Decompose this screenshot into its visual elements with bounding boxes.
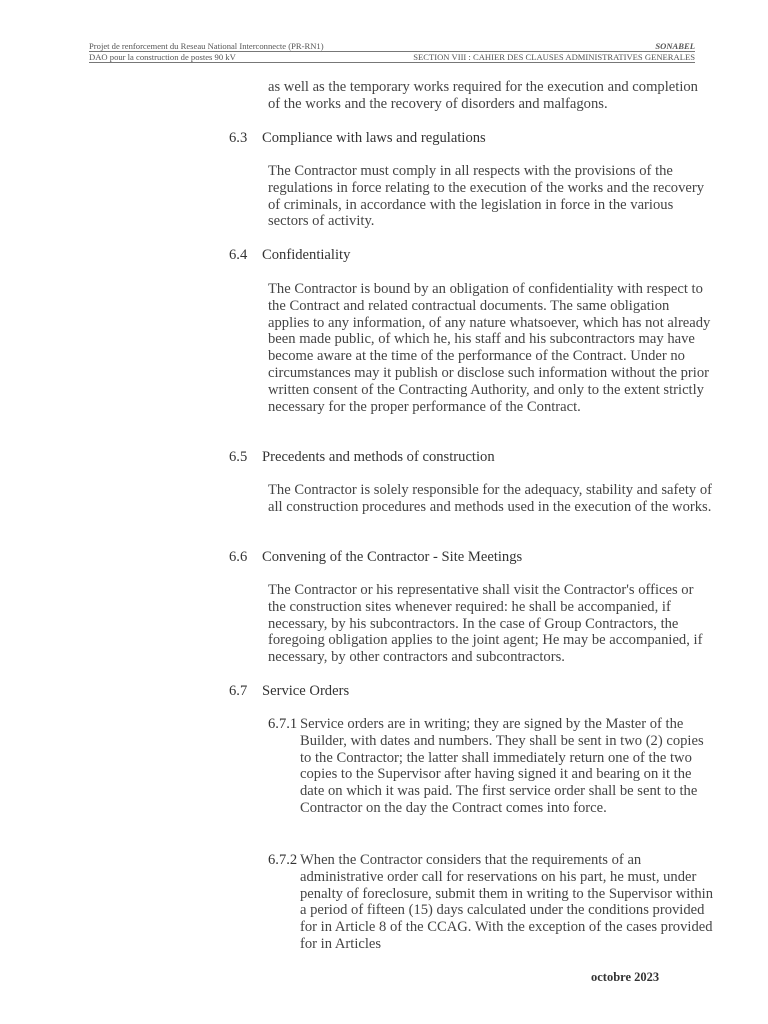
section-title: Compliance with laws and regulations xyxy=(262,130,486,146)
footer-date: octobre 2023 xyxy=(591,970,660,984)
section-number: 6.5 xyxy=(229,449,248,465)
section-title: SECTION VIII : CAHIER DES CLAUSES ADMINISTRATIVES GENERALES xyxy=(413,52,695,62)
section-number: 6.4 xyxy=(229,247,248,263)
brand-name: SONABEL xyxy=(655,41,695,51)
section-body-6-4: The Contractor is bound by an obligation of confidentiality with respect to the Contract and related contractual documents. The same obligation applies to any information, of any nature whatsoever, which has not already been made public, of which he, his staff and his subcontractors may have become aware at the time of the performance of the Contract. Under no circumstances may it publish or disclose such information without the prior written consent of the Contracting Authority, and only to the extent strictly necessary for the proper performance of the Contract. xyxy=(268,281,711,415)
subsection-body: When the Contractor considers that the requirements of an administrative order call for reservations on his part, he must, under penalty of foreclosure, submit them in writing to the Supervisor within a period of fifteen (15) days calculated under the conditions provided for in Article 8 of the CCAG. With the exception of the cases provided for in Articles xyxy=(300,852,714,952)
running-header-top xyxy=(89,41,695,52)
section-body-6-3: The Contractor must comply in all respects with the provisions of the regulations in force relating to the execution of the works and the recovery of criminals, in accordance with the legislation in force in the various sectors of activity. xyxy=(268,163,705,230)
section-number: 6.6 xyxy=(229,549,248,565)
project-title: Projet de renforcement du Reseau National Interconnecte (PR-RN1) xyxy=(89,41,324,51)
subsection-body: Service orders are in writing; they are signed by the Master of the Builder, with dates and numbers. They shall be sent in two (2) copies to the Contractor; the latter shall immediately return one of the two copies to the Supervisor after having signed it and bearing on it the date on which it was paid. The first service order shall be sent to the Contractor on the day the Contract comes into force. xyxy=(300,716,704,816)
section-title: Precedents and methods of construction xyxy=(262,449,495,465)
section-title: Convening of the Contractor - Site Meetings xyxy=(262,549,523,565)
running-header-bottom xyxy=(89,52,695,63)
section-body-6-5: The Contractor is solely responsible for the adequacy, stability and safety of all construction procedures and methods used in the execution of the works. xyxy=(268,482,713,515)
subsection-number: 6.7.1 xyxy=(268,716,298,732)
section-number: 6.3 xyxy=(229,130,248,146)
section-title: Service Orders xyxy=(262,683,350,699)
section-title: Confidentiality xyxy=(262,247,351,263)
section-number: 6.7 xyxy=(229,683,248,699)
subsection-number: 6.7.2 xyxy=(268,852,298,868)
intro-paragraph: as well as the temporary works required for the execution and completion of the works and the recovery of disorders and malfagons. xyxy=(268,79,698,112)
section-body-6-6: The Contractor or his representative shall visit the Contractor's offices or the construction sites whenever required: he shall be accompanied, if necessary, by his subcontractors. In the case of Group Contractors, the foregoing obligation applies to the joint agent; He may be accompanied, if necessary, by other contractors and subcontractors. xyxy=(268,582,703,666)
dao-title: DAO pour la construction de postes 90 kV xyxy=(89,52,236,62)
